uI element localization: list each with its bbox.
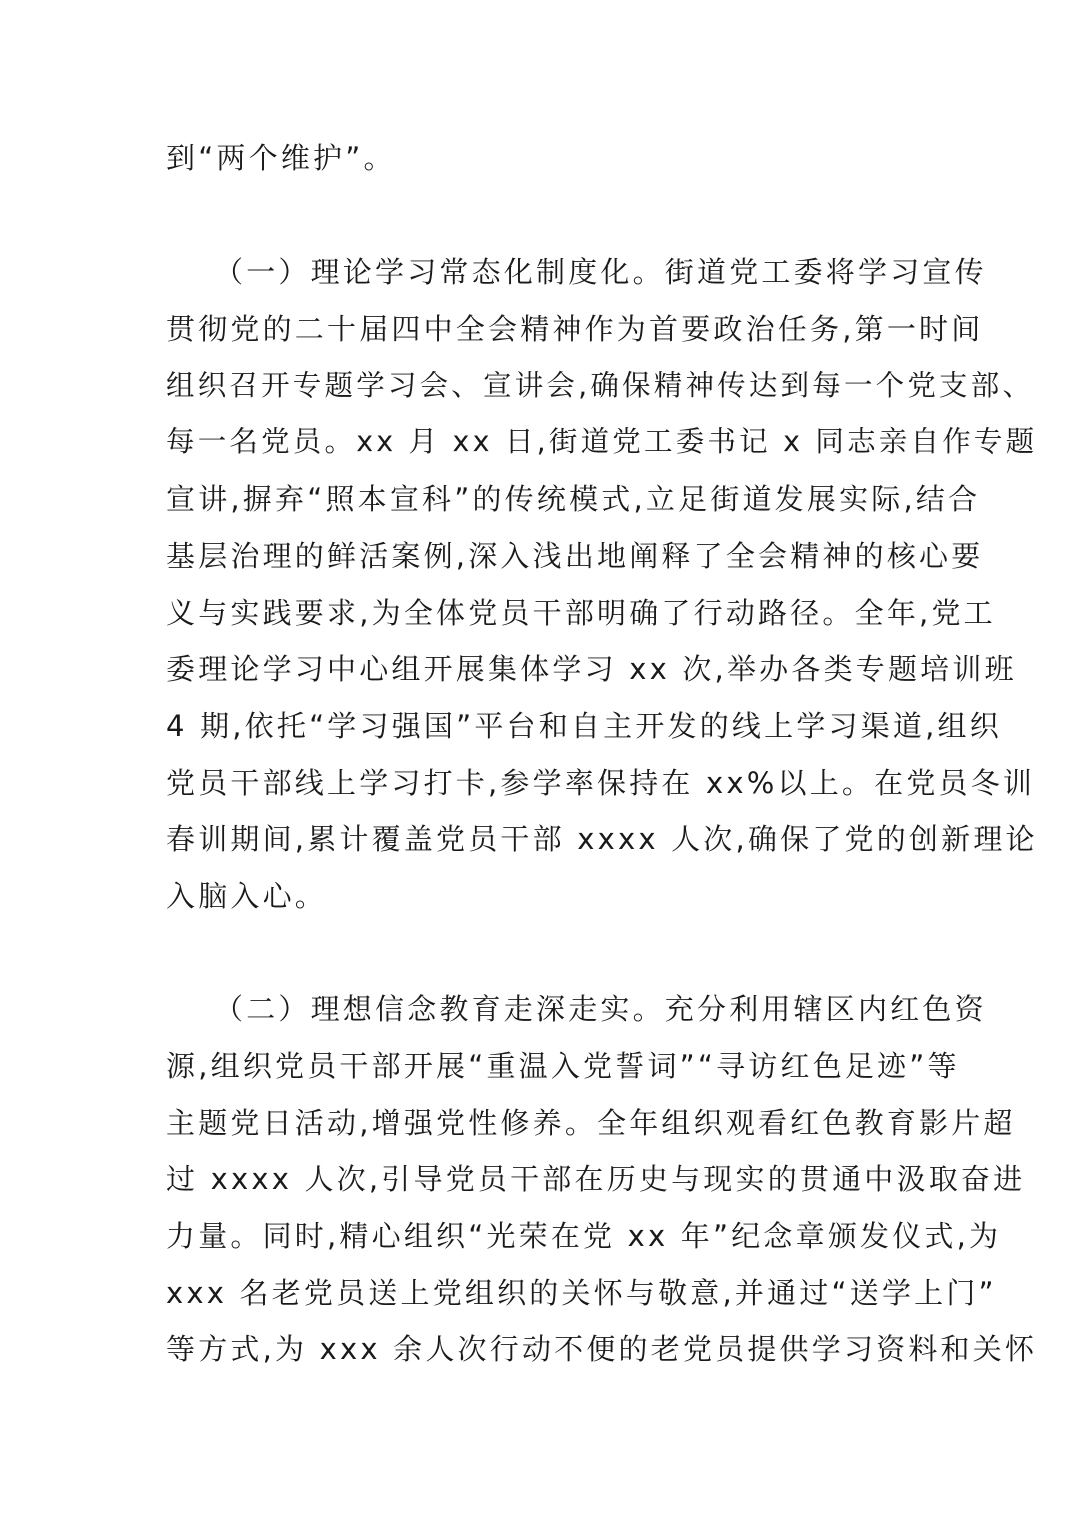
section-1-line: （一）理论学习常态化制度化。街道党工委将学习宣传 xyxy=(214,255,987,289)
section-1-line: 基层治理的鲜活案例,深入浅出地阐释了全会精神的核心要 xyxy=(166,539,984,573)
section-2-line: xxx 名老党员送上党组织的关怀与敬意,并通过“送学上门” xyxy=(166,1276,997,1310)
section-2-line: 过 xxxx 人次,引导党员干部在历史与现实的贯通中汲取奋进 xyxy=(166,1162,1026,1196)
section-1-line: 义与实践要求,为全体党员干部明确了行动路径。全年,党工 xyxy=(166,596,996,630)
section-1-line: 4 期,依托“学习强国”平台和自主开发的线上学习渠道,组织 xyxy=(166,709,1002,743)
section-2-line: 主题党日活动,增强党性修养。全年组织观看红色教育影片超 xyxy=(166,1106,1016,1140)
section-1-line: 入脑入心。 xyxy=(166,879,328,913)
section-1-line: 委理论学习中心组开展集体学习 xx 次,举办各类专题培训班 xyxy=(166,652,1017,686)
section-1-line: 每一名党员。xx 月 xx 日,街道党工委书记 x 同志亲自作专题 xyxy=(166,425,1038,458)
section-1-line: 宣讲,摒弃“照本宣科”的传统模式,立足街道发展实际,结合 xyxy=(166,482,981,516)
section-1-line: 党员干部线上学习打卡,参学率保持在 xx%以上。在党员冬训 xyxy=(166,766,1036,800)
section-2-line: 力量。同时,精心组织“光荣在党 xx 年”纪念章颁发仪式,为 xyxy=(166,1219,1002,1253)
section-2-line: 源,组织党员干部开展“重温入党誓词”“寻访红色足迹”等 xyxy=(166,1049,960,1083)
intro-line: 到“两个维护”。 xyxy=(166,141,396,175)
section-1-line: 春训期间,累计覆盖党员干部 xxxx 人次,确保了党的创新理论 xyxy=(166,822,1038,856)
section-1-line: 贯彻党的二十届四中全会精神作为首要政治任务,第一时间 xyxy=(166,312,984,346)
section-2-line: 等方式,为 xxx 余人次行动不便的老党员提供学习资料和关怀 xyxy=(166,1332,1038,1366)
section-1-line: 组织召开专题学习会、宣讲会,确保精神传达到每一个党支部、 xyxy=(166,369,1035,402)
section-2-line: （二）理想信念教育走深走实。充分利用辖区内红色资 xyxy=(214,992,987,1026)
